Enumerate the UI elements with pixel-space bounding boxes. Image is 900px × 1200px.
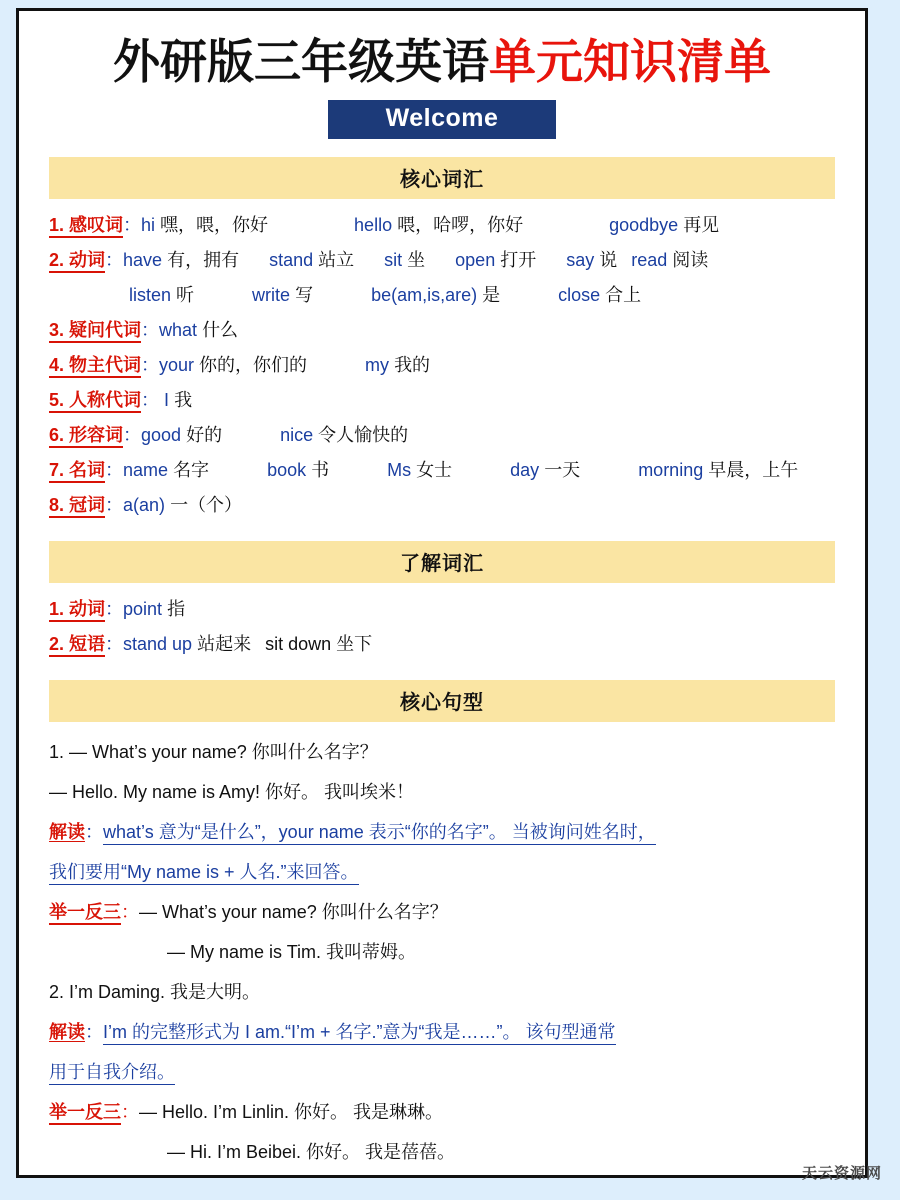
pattern-sentence: 2. I’m Daming. 我是大明。	[49, 982, 261, 1003]
example-colon: ：	[121, 902, 139, 923]
vocab-row-colon: ：	[105, 599, 124, 620]
vocab-row	[49, 453, 835, 488]
pattern-sentence: — Hello. My name is Amy! 你好。 我叫埃米！	[49, 782, 415, 803]
vocab-cn: 说	[599, 250, 618, 271]
explanation-colon: ：	[85, 1022, 103, 1043]
section-header-known-vocab: 了解词汇	[49, 541, 835, 583]
watermark: 天云资源网	[801, 1165, 882, 1182]
core-vocab-list	[33, 208, 851, 523]
example-text: — Hi. I’m Beibei. 你好。 我是蓓蓓。	[167, 1142, 456, 1163]
vocab-cn: 坐	[407, 250, 426, 271]
vocab-en: say	[566, 250, 595, 271]
vocab-en: sit	[384, 250, 403, 271]
explanation-text: 用于自我介绍。	[49, 1062, 175, 1085]
vocab-cn: 你的，你们的	[199, 355, 308, 376]
section-header-core-vocab: 核心词汇	[49, 157, 835, 199]
vocab-cn: 好的	[186, 425, 223, 446]
vocab-en: have	[123, 250, 163, 271]
vocab-cn: 再见	[683, 215, 720, 236]
vocab-row	[49, 488, 835, 523]
vocab-cn: 令人愉快的	[318, 425, 409, 446]
vocab-row-label: 2. 动词	[49, 250, 105, 273]
vocab-row-colon: ：	[123, 425, 142, 446]
vocab-cn: 合上	[605, 285, 642, 306]
vocab-en: name	[123, 460, 169, 481]
vocab-en: read	[631, 250, 668, 271]
explanation-tag: 解读	[49, 822, 85, 843]
pattern-example	[49, 892, 835, 932]
vocab-row-label: 2. 短语	[49, 634, 105, 657]
vocab-row-label: 4. 物主代词	[49, 355, 141, 378]
vocab-cn: 站起来	[197, 634, 252, 655]
pattern-example-cont	[49, 932, 835, 972]
pattern-explanation-cont	[49, 1052, 835, 1092]
worksheet-page	[16, 8, 868, 1178]
vocab-row-label: 1. 动词	[49, 599, 105, 622]
vocab-cn: 喂，哈啰，你好	[397, 215, 524, 236]
vocab-en: a(an)	[123, 495, 166, 516]
example-text: — My name is Tim. 我叫蒂姆。	[167, 942, 417, 963]
vocab-row	[49, 243, 835, 278]
vocab-row-colon: ：	[141, 355, 160, 376]
explanation-tag: 解读	[49, 1022, 85, 1043]
vocab-row-continuation	[49, 278, 835, 313]
worksheet-content	[19, 37, 865, 1172]
vocab-row-label: 8. 冠词	[49, 495, 105, 518]
vocab-row	[49, 418, 835, 453]
vocab-en: listen	[129, 285, 172, 306]
vocab-cn: 一天	[544, 460, 581, 481]
vocab-cn: 书	[311, 460, 330, 481]
vocab-phrase: sit down 坐下	[265, 634, 373, 655]
vocab-en: open	[455, 250, 496, 271]
example-text: — What’s your name? 你叫什么名字？	[139, 902, 448, 923]
pattern-sentence: 1. — What’s your name? 你叫什么名字？	[49, 742, 378, 763]
vocab-cn: 有，拥有	[167, 250, 240, 271]
vocab-row-colon: ：	[105, 250, 124, 271]
vocab-en: my	[365, 355, 390, 376]
pattern-explanation	[49, 812, 835, 852]
explanation-text: what’s 意为“是什么”，your name 表示“你的名字”。 当被询问姓名时，	[103, 822, 656, 845]
pattern-explanation-cont	[49, 852, 835, 892]
vocab-cn: 女士	[416, 460, 453, 481]
unit-badge-row	[33, 100, 851, 139]
page-title-black: 外研版三年级英语	[113, 35, 489, 88]
vocab-cn: 写	[295, 285, 314, 306]
vocab-row-label: 7. 名词	[49, 460, 105, 483]
vocab-cn: 嘿，喂，你好	[160, 215, 269, 236]
vocab-row	[49, 627, 835, 662]
vocab-cn: 名字	[173, 460, 210, 481]
vocab-en: write	[252, 285, 291, 306]
vocab-row	[49, 383, 835, 418]
vocab-cn: 一（个）	[170, 495, 243, 516]
example-text: — Hello. I’m Linlin. 你好。 我是琳琳。	[139, 1102, 444, 1123]
vocab-cn: 阅读	[672, 250, 709, 271]
explanation-text: I’m 的完整形式为 I am.“I’m + 名字.”意为“我是……”。 该句型通常	[103, 1022, 616, 1045]
example-tag: 举一反三	[49, 1102, 121, 1125]
vocab-row-colon: ：	[105, 495, 124, 516]
vocab-en: close	[558, 285, 601, 306]
vocab-row-label: 3. 疑问代词	[49, 320, 141, 343]
vocab-row-label: 6. 形容词	[49, 425, 123, 448]
vocab-cn: 我	[174, 390, 193, 411]
vocab-row	[49, 313, 835, 348]
vocab-row	[49, 208, 835, 243]
vocab-en: be(am,is,are)	[371, 285, 478, 306]
vocab-en: stand	[269, 250, 314, 271]
vocab-en: point	[123, 599, 163, 620]
vocab-row-label: 5. 人称代词	[49, 390, 141, 413]
vocab-en: hi	[141, 215, 156, 236]
pattern-example-cont	[49, 1132, 835, 1172]
example-colon: ：	[121, 1102, 139, 1123]
vocab-row-colon: ：	[105, 460, 124, 481]
vocab-en: stand up	[123, 634, 193, 655]
vocab-en: your	[159, 355, 195, 376]
known-vocab-list	[33, 592, 851, 662]
explanation-colon: ：	[85, 822, 103, 843]
pattern-explanation	[49, 1012, 835, 1052]
vocab-row-colon: ：	[141, 320, 160, 341]
vocab-cn: 指	[167, 599, 186, 620]
vocab-row-colon: ：	[123, 215, 142, 236]
vocab-en: morning	[638, 460, 704, 481]
vocab-cn: 站立	[318, 250, 355, 271]
vocab-cn: 什么	[202, 320, 239, 341]
vocab-en: nice	[280, 425, 314, 446]
vocab-row-label: 1. 感叹词	[49, 215, 123, 238]
vocab-en: day	[510, 460, 540, 481]
vocab-row	[49, 592, 835, 627]
section-header-core-patterns: 核心句型	[49, 680, 835, 722]
vocab-cn: 我的	[394, 355, 431, 376]
vocab-row-colon: ：	[141, 390, 160, 411]
page-title-red: 单元知识清单	[489, 35, 771, 88]
vocab-en: hello	[354, 215, 393, 236]
page-title	[33, 37, 851, 86]
vocab-row-colon: ：	[105, 634, 124, 655]
unit-badge: Welcome	[328, 100, 557, 139]
vocab-en: I	[164, 390, 170, 411]
vocab-en: book	[267, 460, 307, 481]
vocab-cn: 打开	[500, 250, 537, 271]
vocab-en: good	[141, 425, 182, 446]
vocab-cn: 是	[482, 285, 501, 306]
vocab-cn: 听	[176, 285, 195, 306]
core-patterns-list	[33, 732, 851, 1172]
vocab-en: goodbye	[609, 215, 679, 236]
vocab-en: what	[159, 320, 198, 341]
explanation-text: 我们要用“My name is + 人名.”来回答。	[49, 862, 359, 885]
vocab-row	[49, 348, 835, 383]
vocab-en: Ms	[387, 460, 412, 481]
example-tag: 举一反三	[49, 902, 121, 925]
pattern-example	[49, 1092, 835, 1132]
vocab-cn: 早晨，上午	[708, 460, 799, 481]
